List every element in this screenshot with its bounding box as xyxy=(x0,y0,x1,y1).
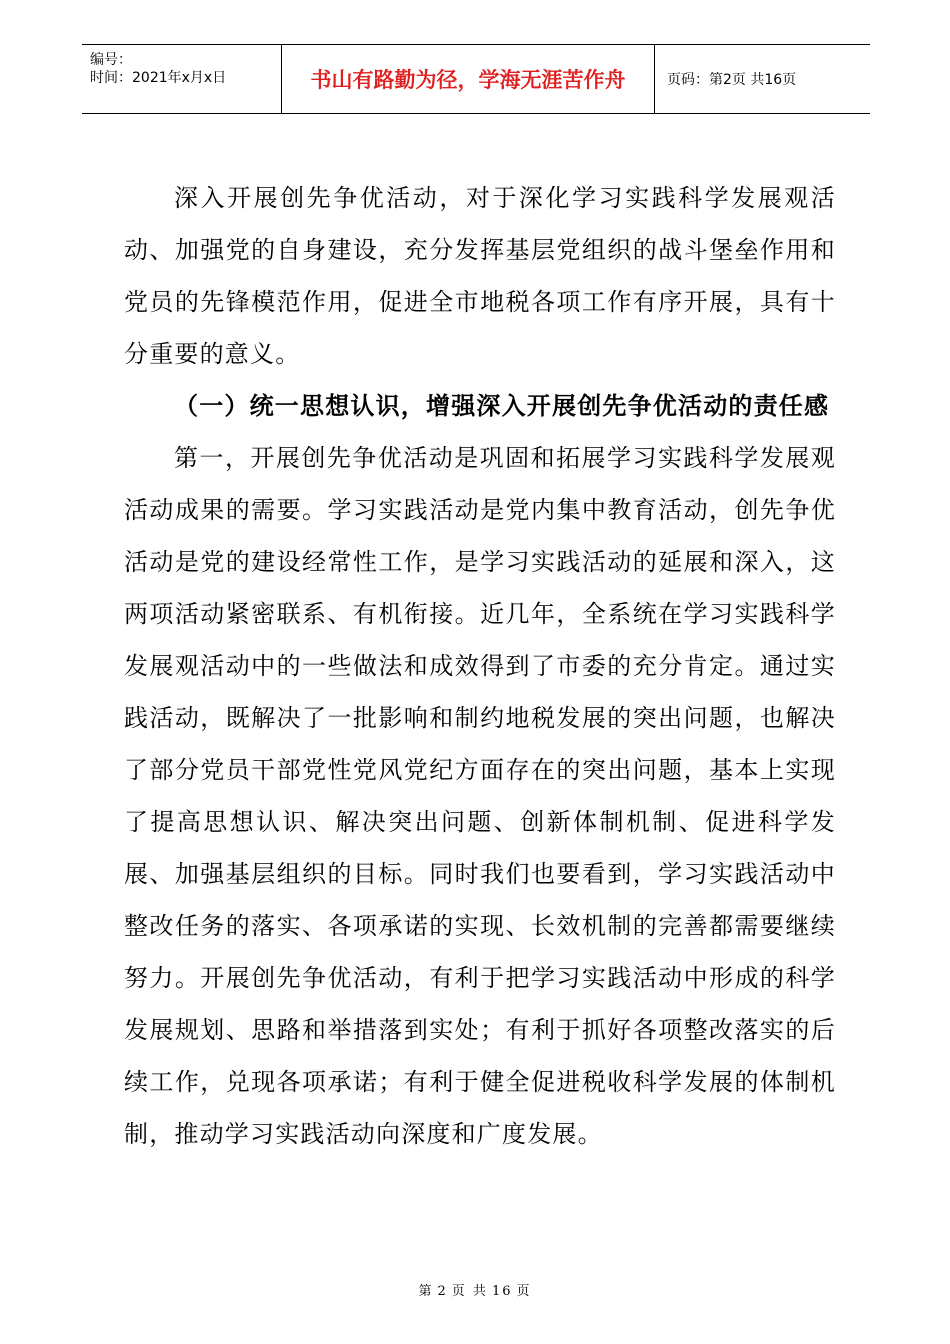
page-footer xyxy=(0,1280,950,1299)
footer-middle: 页 共 xyxy=(451,1284,488,1299)
footer-prefix: 第 xyxy=(418,1284,434,1299)
header-page-info: 页码：第2页 共16页 xyxy=(667,72,797,88)
footer-total-pages: 16 xyxy=(491,1284,513,1299)
footer-suffix: 页 xyxy=(516,1284,532,1299)
header-meta xyxy=(82,45,282,113)
number-label: 编号： xyxy=(90,52,132,68)
paragraph-first-point: 第一，开展创先争优活动是巩固和拓展学习实践科学发展观活动成果的需要。学习实践活动是党内集中教育活动，创先争优活动是党的建设经常性工作，是学习实践活动的延展和深入，这两项活动紧密联系、有机衔接。近几年，全系统在学习实践科学发展观活动中的一些做法和成效得到了市委的充分肯定。通过实践活动，既解决了一批影响和制约地税发展的突出问题，也解决了部分党员干部党性党风党纪方面存在的突出问题，基本上实现了提高思想认识、解决突出问题、创新体制机制、促进科学发展、加强基层组织的目标。同时我们也要看到，学习实践活动中整改任务的落实、各项承诺的实现、长效机制的完善都需要继续努力。开展创先争优活动，有利于把学习实践活动中形成的科学发展规划、思路和举措落到实处；有利于抓好各项整改落实的后续工作，兑现各项承诺；有利于健全促进税收科学发展的体制机制，推动学习实践活动向深度和广度发展。 xyxy=(124,444,836,1148)
paragraph-intro: 深入开展创先争优活动，对于深化学习实践科学发展观活动、加强党的自身建设，充分发挥基层党组织的战斗堡垒作用和党员的先锋模范作用，促进全市地税各项工作有序开展，具有十分重要的意义。 xyxy=(124,184,836,368)
time-label: 时间：2021年x月x日 xyxy=(90,70,227,86)
section-heading: （一）统一思想认识，增强深入开展创先争优活动的责任感 xyxy=(174,392,830,420)
page-header xyxy=(82,44,870,114)
footer-page-number: 2 xyxy=(437,1284,448,1299)
header-motto: 书山有路勤为径，学海无涯苦作舟 xyxy=(282,45,655,113)
document-body xyxy=(124,172,836,1160)
